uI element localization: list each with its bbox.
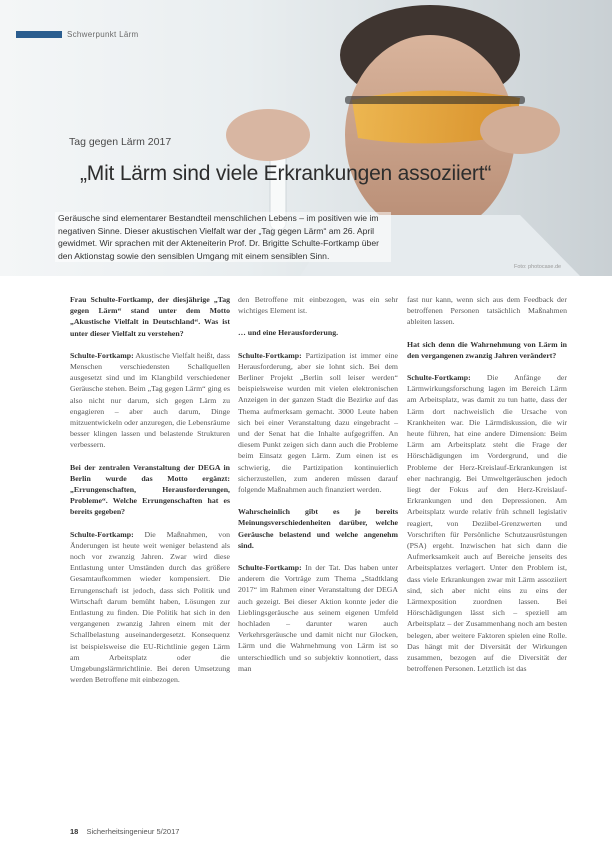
interview-question: Frau Schulte-Fortkamp, der diesjährige „Tag gegen Lärm“ stand unter dem Motto „Akustische Vielfalt in Deutschland“. Was ist unter dieser Vielfalt zu verstehen? xyxy=(70,295,230,338)
column-1 xyxy=(70,294,230,697)
answer-text: Akustische Vielfalt heißt, dass Menschen verschiedensten Schallquellen ausgesetzt sind und im Klangbild verschiedener Geräusche stehen. Beim „Tag gegen Lärm“ ging es also nicht nur darum, sich gegen Lärm zu engagieren – aber auch darum, Dinge mitzuentwickeln oder anzuregen, die Lebensräume besser klingen lassen und belastende Strukturen verbessern. xyxy=(70,350,230,450)
speaker-label: Schulte-Fortkamp: xyxy=(238,563,302,573)
interview-question: … und eine Herausforderung. xyxy=(238,328,339,338)
answer-text: fast nur kann, wenn sich aus dem Feedback der betroffenen Personen tatsächlich Maßnahmen ableiten lassen. xyxy=(407,295,567,327)
photo-credit: Foto: photocase.de xyxy=(514,264,562,270)
interview-answer xyxy=(407,294,567,328)
interview-question: Wahrscheinlich gibt es je bereits Meinungsverschiedenheiten darüber, welche Geräusche belastend und welche angenehm sind. xyxy=(238,507,398,550)
page-number: 18 xyxy=(70,827,79,836)
interview-answer xyxy=(70,529,230,686)
answer-text: Die Maßnahmen, von Änderungen ist heute weit weniger belastend als noch vor zwanzig Jahren. Zwar wird diese Entlastung unter Umständen durch das größere Gesamtaufkommen wieder kompensiert. Die Errungenschaft ist jedoch, dass sich Politik und Wirtschaft darum bemüht haben, Lösungen zur Entlastung zu finden. Die Politik hat sich in den vergangenen zwanzig Jahren einem mit der Schallbelastung auseinandergesetzt. Konsequenz ist beispielsweise die EU-Richtlinie gegen Lärm am Arbeitsplatz oder die Umgebungslärmrichtlinie. Bei deren Umsetzung werden Betroffene mit einbezogen. xyxy=(70,529,231,685)
section-tag xyxy=(16,30,139,39)
speaker-label: Schulte-Fortkamp: xyxy=(70,350,134,360)
interview-answer xyxy=(238,294,398,316)
interview-answer xyxy=(238,350,398,496)
interview-answer xyxy=(407,372,567,674)
speaker-label: Schulte-Fortkamp: xyxy=(407,373,471,383)
column-3 xyxy=(407,294,567,686)
hero-photo xyxy=(0,0,612,276)
article-headline: „Mit Lärm sind viele Erkrankungen assoziiert“ xyxy=(80,162,492,185)
section-accent-bar xyxy=(16,31,62,38)
article-kicker: Tag gegen Lärm 2017 xyxy=(69,136,172,148)
answer-text: Die Anfänge der Lärmwirkungsforschung lagen im Bereich Lärm am Arbeitsplatz, was damit zu tun hatte, dass der Lärm dort nachweislich die Ursache von Krankheiten war. Die Lärmdiskussion, die wir heute führen, hat eine andere Dimension: Beim Lärm am Arbeitsplatz steht die Frage der Hörschädigungen im Vordergrund, und die Probleme der Herz-Kreislauf-Erkrankungen ist eher nachrangig. Bei Umweltgeräuschen jedoch liegt der Fokus auf den Herz-Kreislauf-Erkrankungen und den Depressionen. Am Arbeitsplatz wurde relativ früh schnell legislativ reagiert, von Deziibel-Grenzwerten und Vorschriften für Persönliche Schutzausrüstungen (PSA) ergeht. Inzwischen hat sich dann die Aufmerksamkeit auch auf Bereiche jenseits des Arbeitsplatzes verlagert. Unter den Problem ist, dass viele Erkrankungen zwar mit Lärm assoziiert sind, sich aber nicht eins zu eins der Lärmexposition zuordnen lassen. Bei Hörschädigungen lässt sich – speziell am Arbeitsplatz – der Zusammenhang noch am besten belegen, aber weitere Faktoren spielen eine Rolle. Das hängt mit der Diversität der Wirkungen zusammen, bezogen auf die Diversität der betroffenen Personen. Letztlich ist das xyxy=(407,373,567,674)
speaker-label: Schulte-Fortkamp: xyxy=(70,529,134,539)
speaker-label: Schulte-Fortkamp: xyxy=(238,350,302,360)
interview-answer xyxy=(238,562,398,674)
column-2 xyxy=(238,294,398,685)
answer-text: In der Tat. Das haben unter anderem die Vorträge zum Thema „Stadtklang 2017“ im Rahmen einer Veranstaltung der DEGA auch gezeigt. Bei dieser Aktion konnte jeder die Lieblingsgeräusche aus seinem eigenen Umfeld hochladen – darunter waren auch Verkehrsgeräusche und damit nicht nur Glocken, Lärm und die Wahrnehmung von Lärm ist so unterschiedlich und so subjektiv konnotiert, dass man xyxy=(238,563,398,673)
answer-text: den Betroffene mit einbezogen, was ein sehr wichtiges Element ist. xyxy=(238,295,398,316)
magazine-name: Sicherheitsingenieur 5/2017 xyxy=(86,827,180,836)
answer-text: Partizipation ist immer eine Herausforderung, aber sie lohnt sich. Bei dem Berliner Projekt „Berlin soll leiser werden“ beispielsweise wurden mit vielen elektronischen Anzeigen in der ganzen Stadt die Bezirke auf das Thema aufmerksam gemacht. 3000 Leute haben sich bei einer Veranstaltung dazu eingebracht – und der Senat hat die Inhalte aufgegriffen. An diesem Punkt zeigen sich dann auch die Probleme beim Einsatz gegen Lärm. Zum einen ist es schwierig, die Partizipation kontinuierlich sicherzustellen, zum anderen müssen darauf folgende Maßnahmen auch finanziert werden. xyxy=(238,350,398,495)
interview-question: Hat sich denn die Wahrnehmung von Lärm in den vergangenen zwanzig Jahren verändert? xyxy=(407,339,567,360)
section-label: Schwerpunkt Lärm xyxy=(67,30,139,39)
article-intro: Geräusche sind elementarer Bestandteil menschlichen Lebens – im positiven wie im negativen Sinne. Dieser akustischen Vielfalt war der „Tag gegen Lärm“ am 26. April gewidmet. Wir sprachen mit der Akteneiterin Prof. Dr. Brigitte Schulte-Fortkamp über den Aktionstag sowie den sensiblen Umgang mit einem sensiblen Sinn. xyxy=(55,212,391,262)
page-footer xyxy=(70,827,179,836)
interview-answer xyxy=(70,350,230,451)
interview-question: Bei der zentralen Veranstaltung der DEGA in Berlin wurde das Motto ergänzt: „Errungenschaften, Herausforderungen, Probleme“. Welche Errungenschaften hat es bereits gegeben? xyxy=(70,462,230,517)
